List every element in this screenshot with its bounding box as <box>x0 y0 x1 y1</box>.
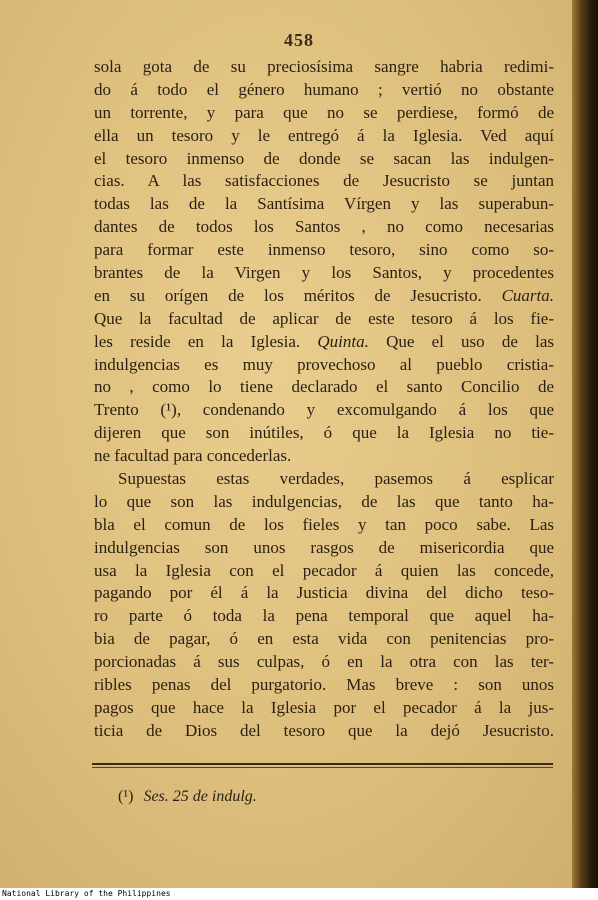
body-text <box>94 56 554 743</box>
footnote-rule-thin <box>92 767 553 768</box>
text-line: bla el comun de los fieles y tan poco sabe. Las <box>94 514 554 534</box>
text-line: no , como lo tiene declarado el santo Concilio de <box>94 377 554 397</box>
text-line: ticia de Dios del tesoro que la dejó Jesucristo. <box>94 720 554 740</box>
text-line: indulgencias es muy provechoso al pueblo cristia- <box>94 354 554 374</box>
footnote-rule <box>92 763 553 765</box>
text-line: pagando por él á la Justicia divina del dicho teso- <box>94 583 554 603</box>
footnote-marker: (¹) <box>118 788 134 805</box>
library-label: National Library of the Philippines <box>2 889 171 898</box>
text-line: ella un tesoro y le entregó á la Iglesia. Ved aquí <box>94 125 554 145</box>
text-line: do á todo el género humano ; vertió no obstante <box>94 79 554 99</box>
page-number: 458 <box>284 30 314 50</box>
text-line: dantes de todos los Santos , no como necesarias <box>94 217 554 237</box>
text-line: dijeren que son inútiles, ó que la Iglesia no tie- <box>94 423 554 443</box>
text-segment: Que el uso de las <box>386 331 555 351</box>
text-line: lo que son las indulgencias, de las que tanto ha- <box>94 491 554 511</box>
italic-word-quinta: Quinta. <box>317 331 369 351</box>
text-line <box>94 285 554 308</box>
text-line: el tesoro inmenso de donde se sacan las indulgen- <box>94 148 554 168</box>
text-line: para formar este inmenso tesoro, sino como so- <box>94 240 554 260</box>
text-segment: les reside en la Iglesia. <box>94 331 301 351</box>
text-line: bia de pagar, ó en esta vida con penitencias pro- <box>94 629 554 649</box>
text-line <box>94 331 554 354</box>
book-spine-edge <box>572 0 598 888</box>
text-line: pagos que hace la Iglesia por el pecador á la jus- <box>94 697 554 717</box>
text-line: ribles penas del purgatorio. Mas breve : son unos <box>94 675 554 695</box>
text-line: indulgencias son unos rasgos de misericordia que <box>94 537 554 557</box>
text-line: cias. A las satisfacciones de Jesucristo se juntan <box>94 171 554 191</box>
text-line: usa la Iglesia con el pecador á quien las concede, <box>94 560 554 580</box>
text-line: Que la facultad de aplicar de este tesoro á los fie- <box>94 308 554 328</box>
footnote <box>118 788 257 806</box>
text-line: todas las de la Santísima Vírgen y las superabun- <box>94 194 554 214</box>
text-line: Supuestas estas verdades, pasemos á esplicar <box>118 469 554 489</box>
text-segment: en su orígen de los méritos de Jesucristo. <box>94 285 482 305</box>
text-line: un torrente, y para que no se perdiese, formó de <box>94 102 554 122</box>
text-line: ro parte ó toda la pena temporal que aquel ha- <box>94 606 554 626</box>
text-line: sola gota de su preciosísima sangre habria redimi- <box>94 57 554 76</box>
text-line: Trento (¹), condenando y excomulgando á los que <box>94 400 554 420</box>
text-line: porcionadas á sus culpas, ó en la otra con las ter- <box>94 652 554 672</box>
italic-word-cuarta: Cuarta. <box>501 285 554 305</box>
text-line: ne facultad para concederlas. <box>94 446 292 466</box>
footnote-text: Ses. 25 de indulg. <box>143 788 257 805</box>
text-line: brantes de la Virgen y los Santos, y procedentes <box>94 263 554 283</box>
